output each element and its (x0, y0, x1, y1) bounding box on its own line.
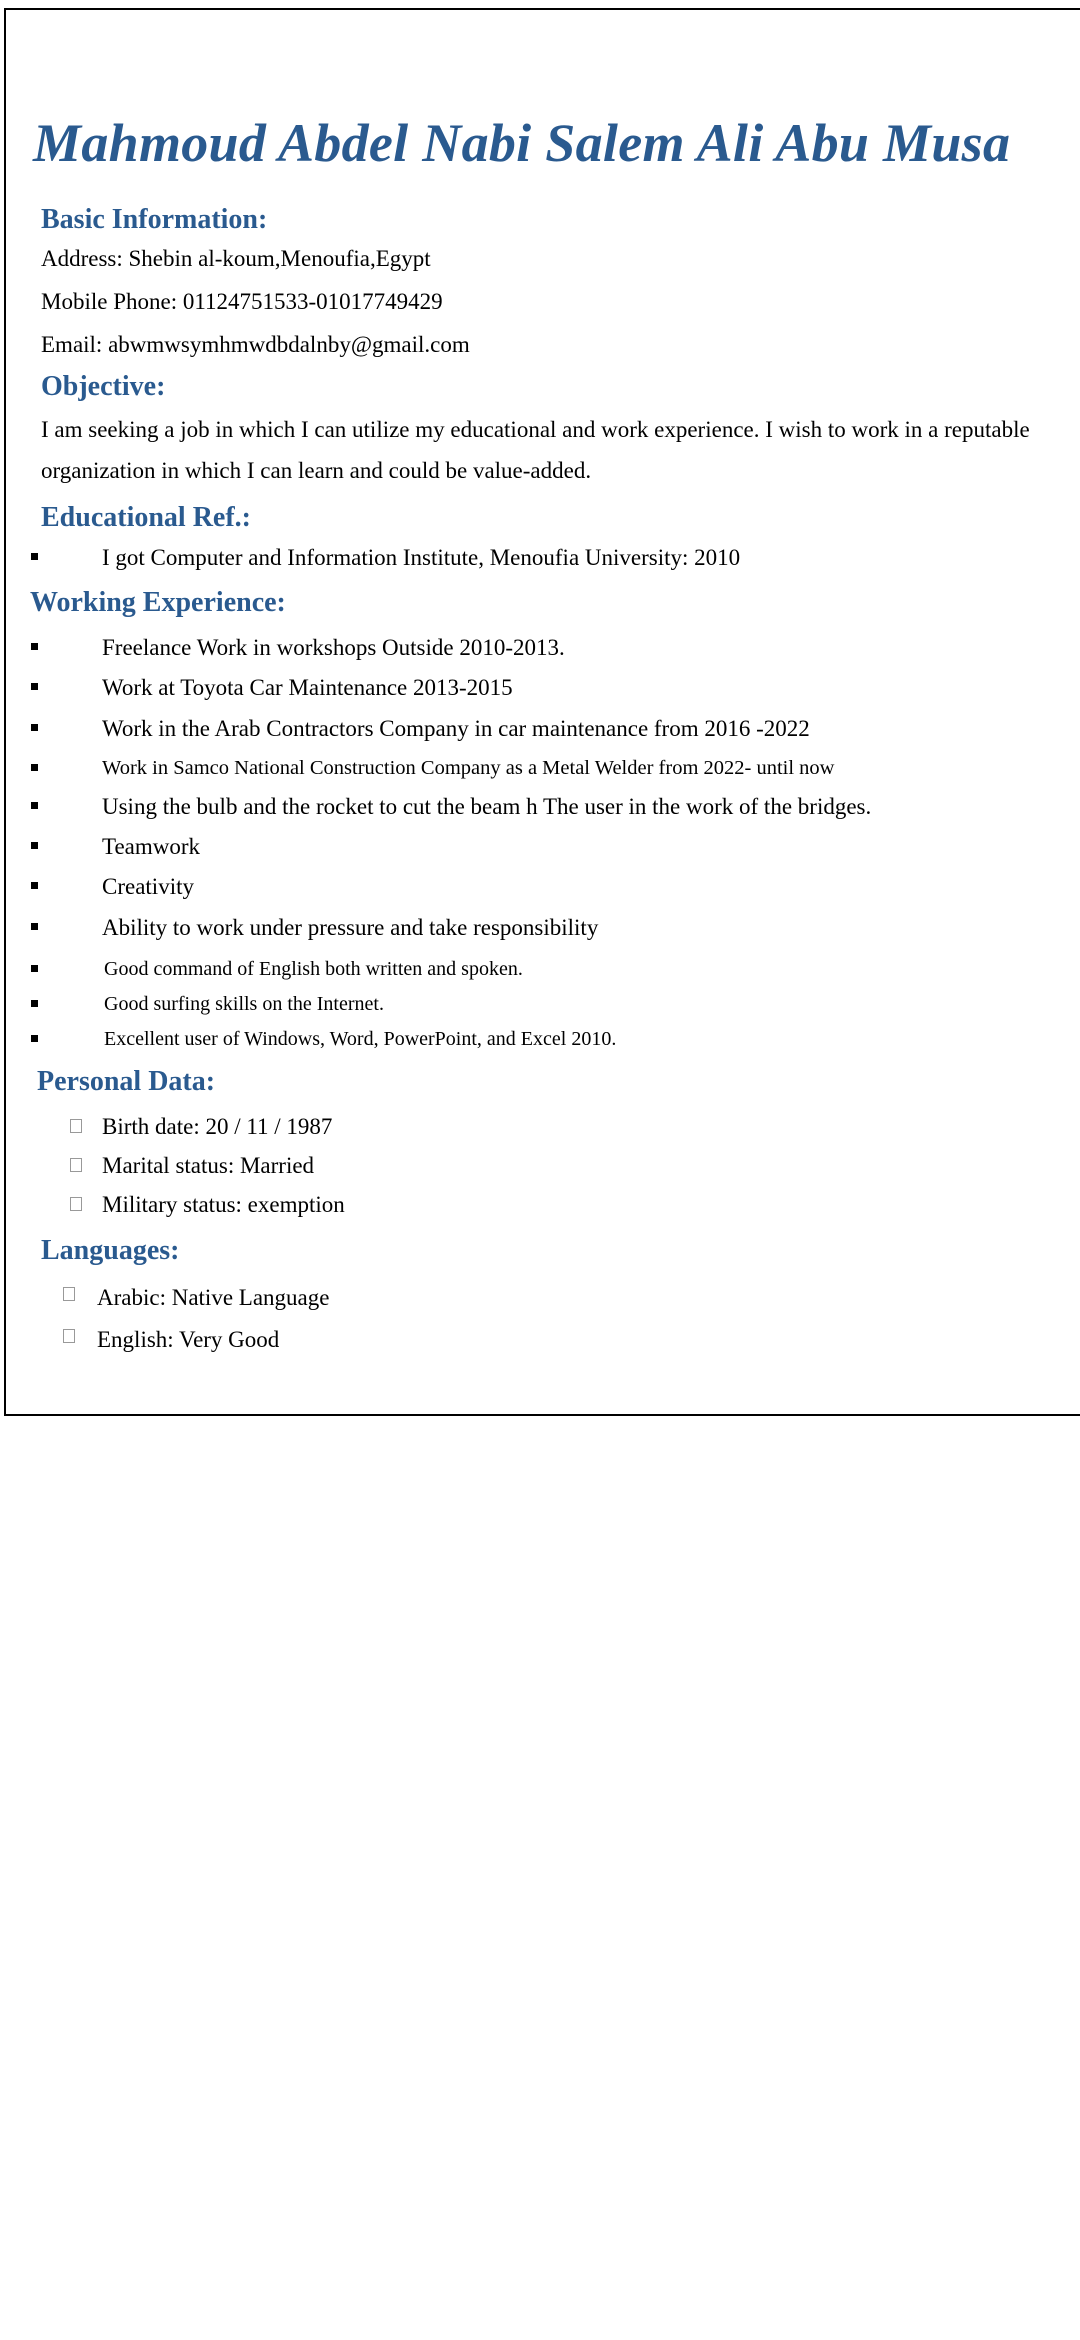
email-line: Email: abwmwsymhmwdbdalnby@gmail.com (41, 332, 470, 357)
bullet-square-icon (31, 1035, 38, 1042)
languages-heading: Languages: (41, 1235, 180, 1266)
personal-data-heading: Personal Data: (37, 1066, 216, 1097)
bullet-square-icon (31, 1000, 38, 1007)
bullet-square-icon (31, 724, 38, 731)
bullet-square-icon (31, 802, 38, 809)
experience-item: Freelance Work in workshops Outside 2010-2013. (102, 635, 565, 660)
education-item: I got Computer and Information Institute, Menoufia University: 2010 (102, 545, 741, 570)
bullet-square-icon (31, 553, 38, 560)
experience-item: Good surfing skills on the Internet. (104, 993, 384, 1015)
bullet-square-icon (31, 965, 38, 972)
personal-item: Birth date: 20 / 11 / 1987 (102, 1114, 333, 1139)
bullet-square-icon (31, 683, 38, 690)
checkbox-icon (70, 1197, 82, 1211)
experience-item: Good command of English both written and spoken. (104, 958, 523, 980)
experience-item: Work at Toyota Car Maintenance 2013-2015 (102, 675, 513, 700)
personal-item: Marital status: Married (102, 1153, 315, 1178)
experience-item: Work in the Arab Contractors Company in car maintenance from 2016 -2022 (102, 716, 810, 741)
personal-item: Military status: exemption (102, 1192, 345, 1217)
experience-item: Excellent user of Windows, Word, PowerPoint, and Excel 2010. (104, 1028, 617, 1050)
experience-heading: Working Experience: (30, 587, 286, 618)
address-line: Address: Shebin al-koum,Menoufia,Egypt (41, 246, 431, 271)
language-item: Arabic: Native Language (97, 1285, 330, 1310)
checkbox-icon (63, 1287, 75, 1301)
checkbox-icon (70, 1158, 82, 1172)
candidate-name: Mahmoud Abdel Nabi Salem Ali Abu Musa (33, 113, 1011, 173)
bullet-square-icon (31, 764, 38, 771)
objective-heading: Objective: (41, 371, 166, 402)
bullet-square-icon (31, 882, 38, 889)
checkbox-icon (70, 1119, 82, 1133)
objective-text: I am seeking a job in which I can utilize my educational and work experience. I wish to work in a reputable organization in which I can learn and could be value-added. (41, 417, 1030, 483)
experience-item: Work in Samco National Construction Company as a Metal Welder from 2022- until now (102, 757, 835, 779)
experience-item: Using the bulb and the rocket to cut the beam h The user in the work of the bridges. (102, 794, 872, 819)
bullet-square-icon (31, 923, 38, 930)
experience-item: Teamwork (102, 834, 201, 859)
checkbox-icon (63, 1329, 75, 1343)
bullet-square-icon (31, 842, 38, 849)
experience-item: Ability to work under pressure and take responsibility (102, 915, 599, 940)
language-item: English: Very Good (97, 1327, 280, 1352)
basic-info-heading: Basic Information: (41, 204, 268, 235)
experience-item: Creativity (102, 874, 194, 899)
mobile-line: Mobile Phone: 01124751533-01017749429 (41, 289, 443, 314)
education-heading: Educational Ref.: (41, 502, 251, 533)
bullet-square-icon (31, 643, 38, 650)
